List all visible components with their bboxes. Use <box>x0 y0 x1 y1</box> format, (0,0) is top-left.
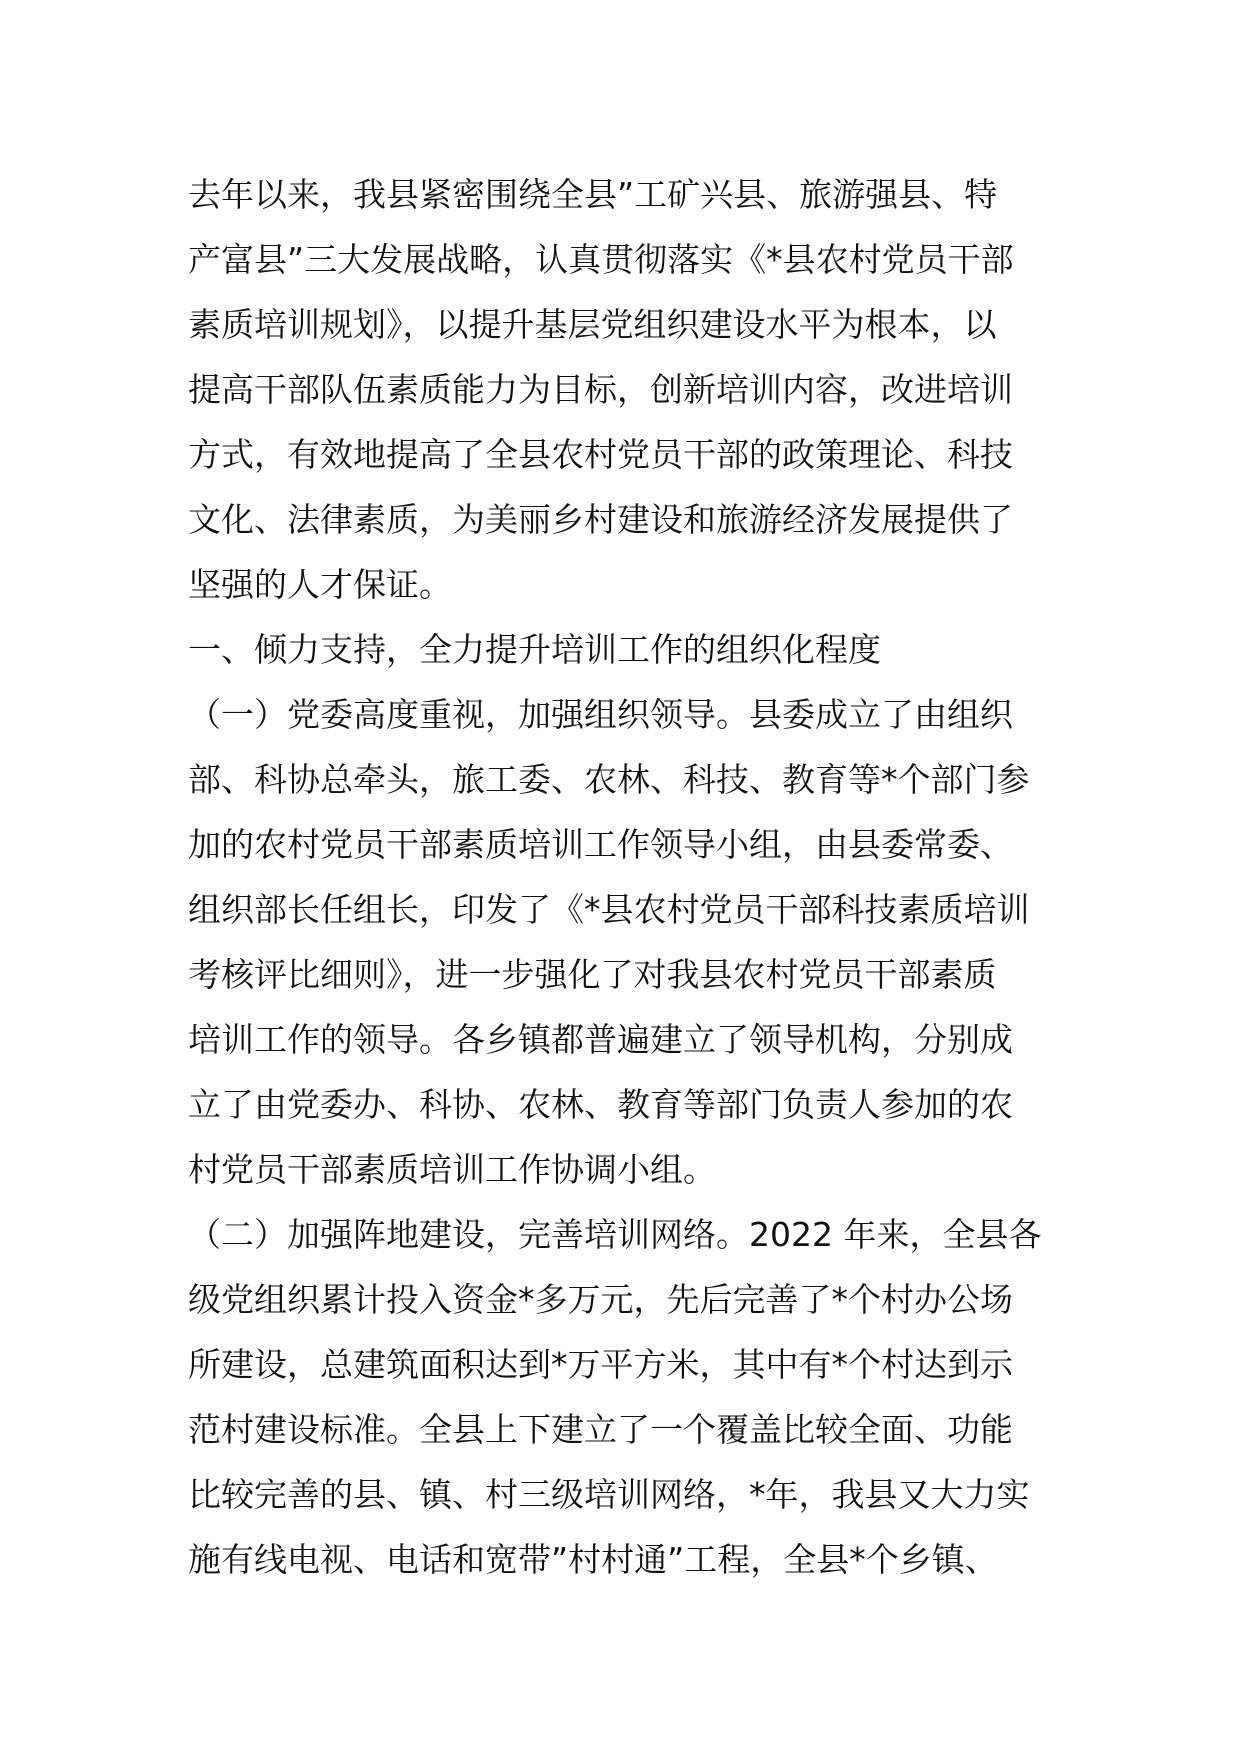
text-line: （一）党委高度重视，加强组织领导。县委成立了由组织 <box>188 695 1013 734</box>
text-line: 所建设，总建筑面积达到*万平方米，其中有*个村达到示 <box>188 1345 1013 1384</box>
text-line: 立了由党委办、科协、农林、教育等部门负责人参加的农 <box>188 1085 1013 1124</box>
text-line: 素质培训规划》，以提升基层党组织建设水平为根本，以 <box>188 305 997 344</box>
text-line: （二）加强阵地建设，完善培训网络。2022 年来，全县各 <box>188 1215 1042 1254</box>
text-line: 部、科协总牵头，旅工委、农林、科技、教育等*个部门参 <box>188 760 1030 799</box>
text-line: 加的农村党员干部素质培训工作领导小组，由县委常委、 <box>188 825 1013 864</box>
text-line: 去年以来，我县紧密围绕全县”工矿兴县、旅游强县、特 <box>188 175 998 214</box>
text-line: 考核评比细则》，进一步强化了对我县农村党员干部素质 <box>188 955 997 994</box>
text-line: 文化、法律素质，为美丽乡村建设和旅游经济发展提供了 <box>188 500 1013 539</box>
text-line: 范村建设标准。全县上下建立了一个覆盖比较全面、功能 <box>188 1410 1013 1449</box>
text-line: 比较完善的县、镇、村三级培训网络，*年，我县又大力实 <box>188 1475 1030 1514</box>
text-line: 坚强的人才保证。 <box>188 565 452 604</box>
text-line: 方式，有效地提高了全县农村党员干部的政策理论、科技 <box>188 435 1013 474</box>
document-body <box>188 162 1062 1592</box>
text-line: 组织部长任组长，印发了《*县农村党员干部科技素质培训 <box>188 890 1030 929</box>
text-line: 提高干部队伍素质能力为目标，创新培训内容，改进培训 <box>188 370 1013 409</box>
text-line: 施有线电视、电话和宽带”村村通”工程，全县*个乡镇、 <box>188 1540 998 1579</box>
text-line: 村党员干部素质培训工作协调小组。 <box>188 1150 716 1189</box>
section-heading: 一、倾力支持，全力提升培训工作的组织化程度 <box>188 630 881 669</box>
text-line: 产富县”三大发展战略，认真贯彻落实《*县农村党员干部 <box>188 240 1014 279</box>
text-line: 级党组织累计投入资金*多万元，先后完善了*个村办公场 <box>188 1280 1013 1319</box>
text-line: 培训工作的领导。各乡镇都普遍建立了领导机构，分别成 <box>188 1020 1013 1059</box>
